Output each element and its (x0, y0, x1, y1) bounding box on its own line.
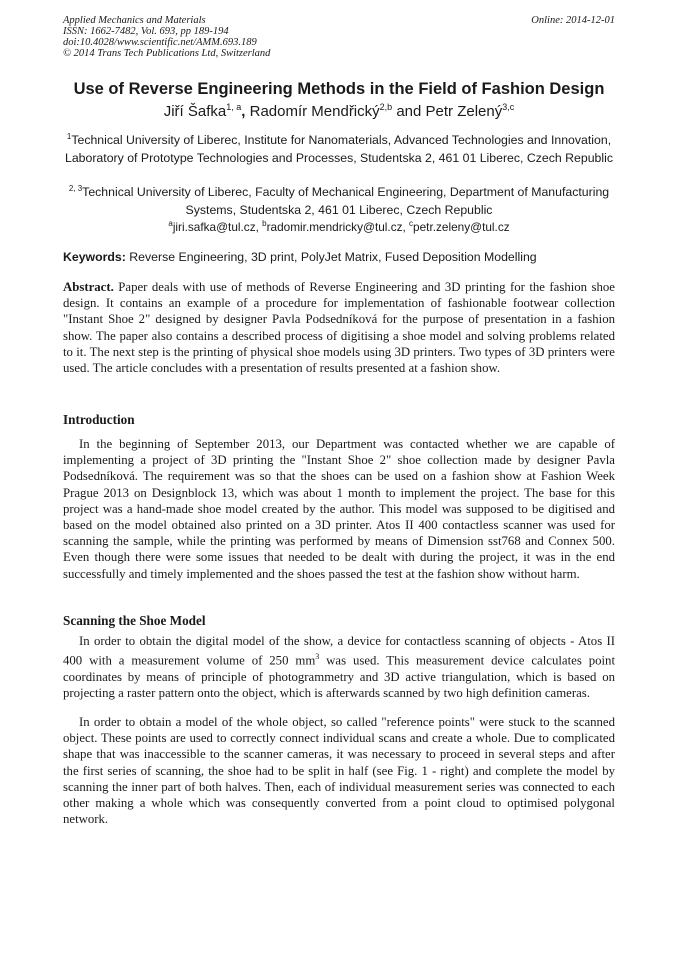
scanning-paragraph-1 (63, 633, 615, 701)
abstract (63, 279, 615, 376)
affiliation-2-marker: 2, 3 (68, 184, 83, 193)
journal-header (63, 15, 615, 59)
scanning-p1-superscript: 3 (315, 652, 320, 662)
email-b[interactable]: radomir.mendricky@tul.cz, (266, 219, 410, 234)
affiliation-1 (60, 128, 618, 167)
email-c[interactable]: petr.zeleny@tul.cz (413, 219, 510, 234)
affiliation-1-text: Technical University of Liberec, Institute for Nanomaterials, Advanced Technologies and Innovation, Laboratory of Prototype Technologies and Processes, Studentska 2, 461 01 Liberec, Czech Republic (64, 133, 613, 166)
author-3-affil: 3,c (502, 102, 515, 112)
scanning-p1-part-b: was used. This measurement device calculates point coordinates by means of principle of photogrammetry and 3D active triangulation, which is based on projecting a raster pattern onto the object, which is afterwards scanned by two high definition cameras. (63, 653, 615, 700)
paper-title: Use of Reverse Engineering Methods in the Field of Fashion Design (73, 80, 605, 98)
scanning-p1-part-a: In order to obtain the digital model of the show, a device for contactless scanning of objects - Atos II 400 with a measurement volume of 250 mm (63, 634, 615, 668)
doi-line: doi:10.4028/www.scientific.net/AMM.693.189 (63, 37, 257, 48)
email-a-marker: a (168, 219, 173, 228)
email-a[interactable]: jiri.safka@tul.cz, (172, 219, 263, 234)
author-2-affil: 2,b (379, 102, 393, 112)
scanning-heading: Scanning the Shoe Model (63, 613, 206, 628)
author-3: Petr Zelený (425, 103, 503, 120)
author-list: Jiří Šafka$^{1, a}$, Radomír Mendřický$^{2,b}$ and Petr Zelený$^{3,c}$ (163, 102, 515, 120)
affiliation-2 (60, 180, 618, 219)
email-c-marker: c (409, 219, 414, 228)
keywords-label: Keywords: (63, 250, 126, 264)
introduction-heading: Introduction (63, 412, 135, 427)
scanning-paragraph-2: In order to obtain a model of the whole object, so called "reference points" were stuck to the scanned object. These points are used to correctly connect individual scans and create a whole. Due to complicated shape that was inaccessible to the scanner cameras, it was necessary to proceed in several steps and after the first series of scanning, the shoe had to be split in half (see Fig. 1 - right) and complete the model by scanning the inner part of both halves. Then, each of individual measurement series was connected to each other making a whole which was consequently converted from a point cloud to optimised polygonal network. (63, 715, 615, 827)
issn-line: ISSN: 1662-7482, Vol. 693, pp 189-194 (63, 26, 229, 37)
author-1-affil: 1, a (226, 102, 242, 112)
affiliation-2-text: Technical University of Liberec, Faculty of Mechanical Engineering, Department of Manufacturing Systems, Studentska 2, 461 01 Liberec, Czech Republic (82, 185, 610, 218)
online-date: Online: 2014-12-01 (531, 15, 615, 26)
email-list (60, 215, 618, 236)
journal-name: Applied Mechanics and Materials (63, 15, 206, 26)
author-1: Jiří Šafka (163, 103, 227, 120)
author-2: Radomír Mendřický (249, 103, 380, 120)
introduction-paragraph: In the beginning of September 2013, our Department was contacted whether we are capable of implementing a project of 3D printing the "Instant Shoe 2" shoe collection made by designer Pavla Podsedníková. The requirement was so that the shoes can be used on a fashion show at Fashion Week Prague 2013 on Designblock 13, which was about 1 month to implement the project. The base for this project was a hand-made shoe model created by the author. This model was supposed to be digitised and based on the model obtained also printed on a 3D printer. Atos II 400 contactless scanner was used for scanning the sample, while the printing was performed by means of Dimension sst768 and Connex 500. Even though there were some issues that needed to be dealt with during the project, it was in the end successfully and timely implemented and the shoes passed the test at the fashion show without harm. (63, 437, 615, 581)
author-conjunction: and (392, 103, 426, 120)
keywords (63, 250, 615, 264)
copyright-line: © 2014 Trans Tech Publications Ltd, Switzerland (63, 48, 271, 59)
affiliation-1-marker: 1 (66, 132, 72, 141)
abstract-label: Abstract. (63, 280, 114, 294)
abstract-text: Paper deals with use of methods of Reverse Engineering and 3D printing for the fashion shoe design. It contains an example of a procedure for implementation of fashionable footwear collection "Instant Shoe 2" designed by designer Pavla Podsedníková for the purpose of presentation in a fashion show. The paper also contains a described process of digitising a shoe model and solving problems related to it. The next step is the printing of physical shoe models using 3D printers. Two types of 3D printers were used. The article concludes with a presentation of results presented at a fashion show. (63, 280, 615, 376)
email-b-marker: b (262, 219, 267, 228)
keywords-text: Reverse Engineering, 3D print, PolyJet Matrix, Fused Deposition Modelling (125, 250, 537, 264)
